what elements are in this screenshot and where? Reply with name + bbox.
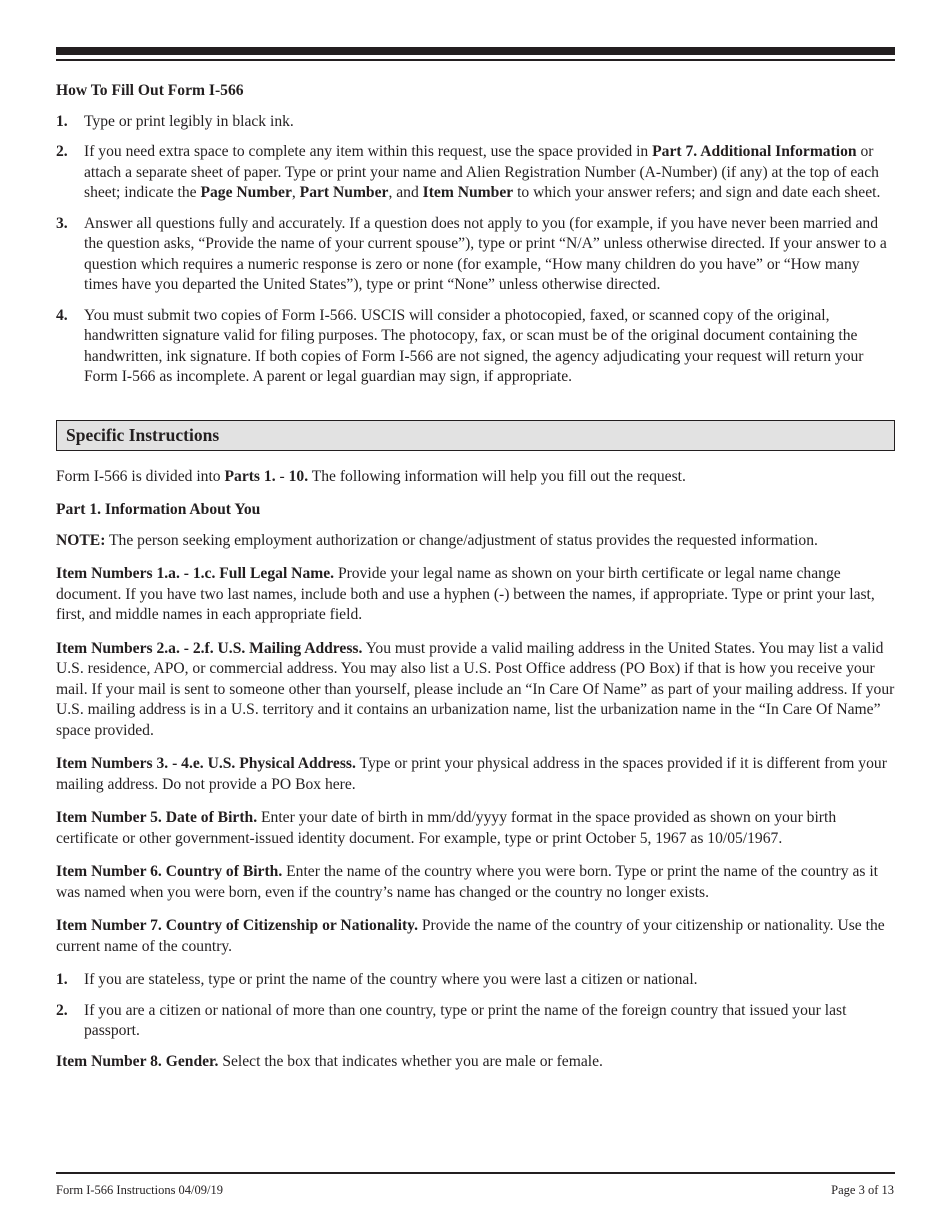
bold-text: Item Number 8. Gender. xyxy=(56,1052,219,1070)
instruction-paragraph xyxy=(56,808,896,849)
item-text xyxy=(84,112,896,133)
text-segment: You must provide a valid mailing address in the United States. You may list a valid U.S. residence, APO, or commercial address. You may also list a U.S. Post Office address (PO Box) if that is how you receive your mail. If your mail is sent to someone other than yourself, please include an “In Care Of Name” as part of your mailing address. If your U.S. mailing address is in a U.S. territory and it contains an urbanization name, list the urbanization name in the “In Care Of Name” space provided. xyxy=(56,639,895,739)
header-thick-rule xyxy=(56,47,895,55)
text-segment: Enter the name of the country where you were born. Type or print the name of the country as it was named when you were born, even if the country’s name has changed or the country no longer exists. xyxy=(56,863,879,901)
item-text xyxy=(84,970,896,991)
bold-text: Item Number 7. Country of Citizenship or Nationality. xyxy=(56,917,418,934)
item8-paragraph xyxy=(56,1052,896,1073)
text-segment: Type or print legibly in black ink. xyxy=(84,112,294,130)
part1-paragraphs xyxy=(56,531,896,958)
text-segment: - xyxy=(275,467,289,485)
instruction-paragraph xyxy=(56,916,896,957)
footer-rule xyxy=(56,1172,895,1174)
text-segment: The following information will help you fill out the request. xyxy=(308,467,686,485)
text-segment: Select the box that indicates whether you are male or female. xyxy=(218,1052,603,1070)
bold-text: 10. xyxy=(288,467,309,485)
how-to-list xyxy=(56,112,896,388)
text-segment: or attach a separate sheet of paper. Type or print your name and Alien Registration Number (A-Number) (if any) at the top of each sheet; indicate the xyxy=(84,143,879,201)
item-text xyxy=(84,306,896,388)
text-segment: Provide your legal name as shown on your birth certificate or legal name change document. If you have two last names, include both and use a hyphen (-) between the names, if appropriate. Type or print your last, first, and middle names in each appropriate field. xyxy=(56,565,875,623)
item7-item xyxy=(56,970,896,991)
bold-text: Part 7. Additional Information xyxy=(652,143,857,160)
bold-text: NOTE: xyxy=(56,531,106,549)
text-segment: The person seeking employment authorization or change/adjustment of status provides the requested information. xyxy=(105,531,818,549)
text-segment: Enter your date of birth in mm/dd/yyyy format in the space provided as shown on your birth certificate or other government-issued identity document. For example, type or print October 5, 1967 as 10/05/1967. xyxy=(56,809,837,847)
bold-text: Part Number xyxy=(299,184,389,201)
bold-text: Page Number xyxy=(200,184,292,201)
bold-text: Item Number 6. Country of Birth. xyxy=(56,863,283,880)
text-segment: to which your answer refers; and sign and date each sheet. xyxy=(513,184,881,201)
item7-item xyxy=(56,1001,896,1042)
item-number: 1. xyxy=(56,112,68,130)
item-text xyxy=(84,142,896,204)
item-text xyxy=(84,1001,896,1042)
item-number: 3. xyxy=(56,214,68,232)
how-to-heading: How To Fill Out Form I-566 xyxy=(56,82,244,99)
text-segment: You must submit two copies of Form I-566. USCIS will consider a photocopied, faxed, or scanned copy of the original, handwritten signature valid for filing purposes. The photocopy, fax, or scan must be of the original document containing the handwritten, ink signature. If both copies of Form I-566 are not signed, the agency adjudicating your request will return your Form I-566 as incomplete. A parent or legal guardian may sign, if appropriate. xyxy=(84,306,864,385)
instruction-paragraph xyxy=(56,564,896,626)
item-number: 4. xyxy=(56,306,68,324)
part1-title: Part 1. Information About You xyxy=(56,501,261,518)
text-segment: Provide the name of the country of your citizenship or nationality. Use the current name of the country. xyxy=(56,917,885,955)
text-segment: If you need extra space to complete any item within this request, use the space provided in xyxy=(84,143,653,160)
bold-text: Item Numbers 2.a. - 2.f. U.S. Mailing Address. xyxy=(56,639,363,657)
instruction-paragraph xyxy=(56,862,896,903)
how-to-item xyxy=(56,142,896,204)
text-segment: Answer all questions fully and accurately. If a question does not apply to you (for example, if you have never been married and the question asks, “Provide the name of your current spouse”), type or print “N/A” unless otherwise directed. If your answer to a question which requires a numeric response is zero or none (for example, “How many children do you have” or “How many times have you departed the United States”), type or print “None” unless otherwise directed. xyxy=(84,214,887,293)
text-segment: , xyxy=(291,184,300,201)
item-number: 2. xyxy=(56,143,68,160)
bold-text: Parts 1. xyxy=(224,467,276,485)
how-to-item xyxy=(56,306,896,388)
specific-instructions-band: Specific Instructions xyxy=(56,420,895,451)
item-number: 1. xyxy=(56,971,68,988)
text-segment: If you are stateless, type or print the name of the country where you were last a citizen or national. xyxy=(84,971,698,988)
text-segment: Form I-566 is divided into xyxy=(56,467,225,485)
instruction-paragraph xyxy=(56,531,896,552)
instruction-paragraph xyxy=(56,754,896,795)
bold-text: Item Number 5. Date of Birth. xyxy=(56,809,258,826)
instruction-paragraph xyxy=(56,639,896,742)
footer-form-id: Form I-566 Instructions 04/09/19 xyxy=(56,1183,224,1197)
how-to-item xyxy=(56,214,896,296)
item7-list xyxy=(56,970,896,1042)
page-content xyxy=(56,76,896,1085)
header-thin-rule xyxy=(56,59,895,61)
text-segment: If you are a citizen or national of more than one country, type or print the name of the foreign country that issued your last passport. xyxy=(84,1001,847,1039)
footer-page-number: Page 3 of 13 xyxy=(831,1183,894,1197)
text-segment: , and xyxy=(388,184,423,201)
how-to-item xyxy=(56,112,896,133)
text-segment: Type or print your physical address in the spaces provided if it is different from your mailing address. Do not provide a PO Box here. xyxy=(56,755,887,793)
bold-text: Item Number xyxy=(422,184,514,201)
item-text xyxy=(84,214,896,296)
bold-text: Item Numbers 1.a. - 1.c. Full Legal Name. xyxy=(56,565,335,582)
specific-intro xyxy=(56,467,896,488)
item-number: 2. xyxy=(56,1001,68,1019)
bold-text: Item Numbers 3. - 4.e. U.S. Physical Address. xyxy=(56,755,356,772)
